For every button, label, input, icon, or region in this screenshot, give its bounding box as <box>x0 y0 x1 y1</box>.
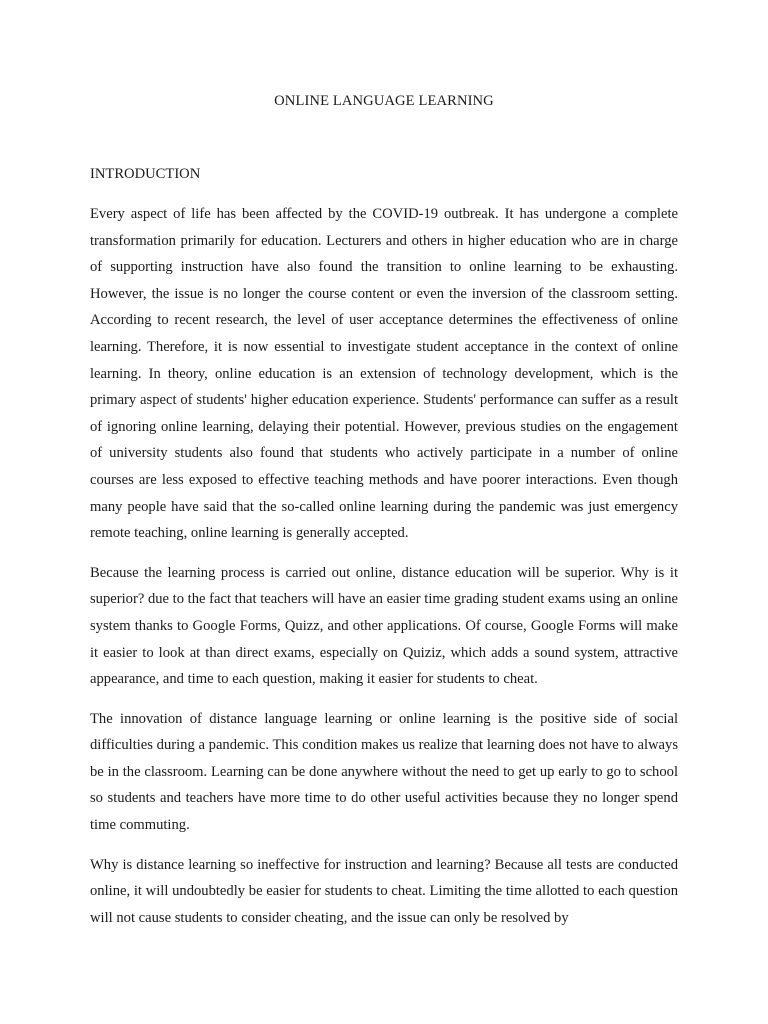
document-title: ONLINE LANGUAGE LEARNING <box>274 93 494 109</box>
paragraph: Every aspect of life has been affected by the COVID-19 outbreak. It has undergone a complete transformation primarily for education. Lecturers and others in higher education who are in charge of supporting instruction have also found the transition to online learning to be exhausting. However, the issue is no longer the course content or even the inversion of the classroom setting. According to recent research, the level of user acceptance determines the effectiveness of online learning. Therefore, it is now essential to investigate student acceptance in the context of online learning. In theory, online education is an extension of technology development, which is the primary aspect of students' higher education experience. Students' performance can suffer as a result of ignoring online learning, delaying their potential. However, previous studies on the engagement of university students also found that students who actively participate in a number of online courses are less exposed to effective teaching methods and have poorer interactions. Even though many people have said that the so-called online learning during the pandemic was just emergency remote teaching, online learning is generally accepted. <box>90 206 678 542</box>
paragraph: The innovation of distance language learning or online learning is the positive side of social difficulties during a pandemic. This condition makes us realize that learning does not have to always be in the classroom. Learning can be done anywhere without the need to get up early to go to school so students and teachers have more time to do other useful activities because they no longer spend time commuting. <box>90 710 678 834</box>
document-body <box>90 201 678 944</box>
section-heading: INTRODUCTION <box>90 166 201 182</box>
paragraph: Why is distance learning so ineffective for instruction and learning? Because all tests are conducted online, it will undoubtedly be easier for students to cheat. Limiting the time allotted to each question will not cause students to consider cheating, and the issue can only be resolved by <box>90 856 678 926</box>
paragraph: Because the learning process is carried out online, distance education will be superior. Why is it superior? due to the fact that teachers will have an easier time grading student exams using an online system thanks to Google Forms, Quizz, and other applications. Of course, Google Forms will make it easier to look at than direct exams, especially on Quiziz, which adds a sound system, attractive appearance, and time to each question, making it easier for students to cheat. <box>90 564 679 688</box>
